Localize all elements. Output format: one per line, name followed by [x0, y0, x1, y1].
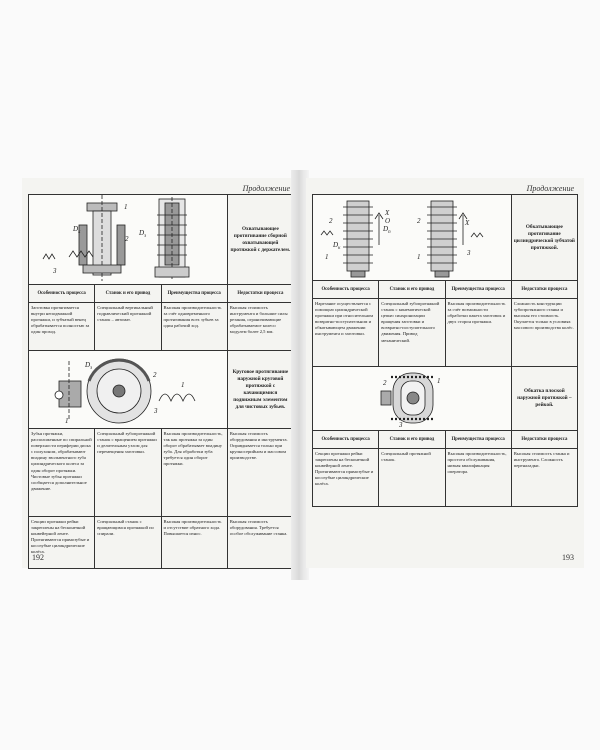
- svg-text:3: 3: [154, 407, 158, 415]
- continuation-label: Продолжение: [242, 184, 290, 193]
- col-header: Особенность процесса: [29, 285, 95, 303]
- svg-text:2: 2: [417, 217, 421, 225]
- cylindrical-broach-figure: [313, 195, 512, 281]
- svg-text:1: 1: [124, 203, 128, 211]
- svg-text:2: 2: [125, 235, 129, 243]
- col-header: Станок и его привод: [379, 281, 445, 299]
- svg-text:X: X: [385, 209, 390, 217]
- table-cell: Высокая производительность и отсутствие обратного хода. Повышается износ.: [161, 517, 227, 569]
- right-page: [306, 178, 584, 568]
- svg-text:2: 2: [153, 371, 157, 379]
- table-cell: Высокая производительность, так как протяжка за один оборот обрабатывает впадину зуба. Для обработки зуба требуется один оборот протяжки.: [161, 429, 227, 517]
- table-cell: Высокая стоимость оборудования и инструмента. Оправдывается только при крупносерийном и массовом производстве.: [227, 429, 293, 517]
- col-header: Станок и его привод: [379, 431, 445, 449]
- rack-broach-figure: [313, 367, 512, 431]
- circular-broach-figure: [29, 351, 228, 429]
- table-cell: Зубья протяжки, расположенные по спиральной поверхности периферии диска с полухоном, обрабатывают впадину звольвентного зуба цилиндрического колеса за один оборот протяжки. Чистовые зубья протяжки сообщается дополнительное движение.: [29, 429, 95, 517]
- left-table: [28, 194, 294, 569]
- svg-text:Dз: $D_з$: [139, 229, 147, 239]
- table-cell: Специальный зубопротяжной станок с вращением протяжки и делительным узлом для перемещения заготовки.: [95, 429, 161, 517]
- col-header: Особенность процесса: [313, 431, 379, 449]
- table-cell: Специальный станок с вращающимся протяжкой по спирали.: [95, 517, 161, 569]
- right-table: [312, 194, 578, 507]
- svg-text:Dк: $D_к$: [73, 225, 81, 235]
- col-header: Станок и его привод: [95, 285, 161, 303]
- svg-text:O: O: [385, 217, 391, 225]
- svg-text:Dк: $D_к$: [333, 241, 341, 251]
- table-cell: Секции протяжки рейки закреплены на бесконечной конвейерной ленте. Протягиваются прямозубые и косозубые цилиндрические колёса.: [29, 517, 95, 569]
- table-cell: Высокая производительность, простота обслуживания, низкая квалификация оператора.: [445, 449, 511, 507]
- table-cell: Секции протяжки рейки закреплены на бесконечной конвейерной ленте. Протягиваются прямозубые и косозубые цилиндрические колёса.: [313, 449, 379, 507]
- table-cell: Высокая стоимость инструмента и большие силы резания, ограничивающие обрабатываемое колесо модулем более 2,5 мм.: [227, 303, 293, 351]
- table-cell: Заготовка протягивается внутри неподвижной протяжки, и зубчатый венец обрабатывается полностью за один проход.: [29, 303, 95, 351]
- rack-broach-drawing: [313, 367, 511, 429]
- left-page: [22, 178, 300, 568]
- svg-text:1: 1: [65, 417, 69, 425]
- circular-broach-drawing: [29, 351, 227, 427]
- svg-text:Dз: $D_з$: [85, 361, 93, 371]
- svg-text:X: X: [465, 219, 470, 227]
- cylindrical-broach-drawing: [313, 195, 511, 279]
- table-cell: Высокая стоимость станка и инструмента. Сложность переналадки.: [511, 449, 577, 507]
- table-cell: Специальный протяжной станок.: [379, 449, 445, 507]
- col-header: Недостатки процесса: [227, 285, 293, 303]
- svg-text:3: 3: [399, 421, 403, 429]
- continuation-label: Продолжение: [526, 184, 574, 193]
- table-cell: Высокая производительность за счёт одновременного протягивания всех зубьев за один рабочий ход.: [161, 303, 227, 351]
- col-header: Особенность процесса: [313, 281, 379, 299]
- svg-text:2: 2: [329, 217, 333, 225]
- col-header: Недостатки процесса: [511, 431, 577, 449]
- svg-text:1: 1: [417, 253, 421, 261]
- table-cell: Нарезание осуществляется с помощью цилиндрической протяжки при относительном возвратно-поступательном и обкатывающем движении инструмента и заготовки.: [313, 299, 379, 367]
- table-cell: Специальный вертикальный гидравлический протяжной станок – автомат.: [95, 303, 161, 351]
- table-cell: Высокая стоимость оборудования. Требуется особое обслуживание станка.: [227, 517, 293, 569]
- col-header: Преимущества процесса: [445, 431, 511, 449]
- svg-text:3: 3: [467, 249, 471, 257]
- svg-text:Dп: $D_п$: [383, 225, 391, 235]
- method-title-3: Обкатывающее протягивание цилиндрической зубчатой протяжкой.: [511, 195, 577, 281]
- svg-text:1: 1: [181, 381, 185, 389]
- page-number: 193: [562, 553, 574, 562]
- col-header: Преимущества процесса: [161, 285, 227, 303]
- table-cell: Высокая производительность за счёт возможности обработки пакета заготовок и двух сторон протяжки.: [445, 299, 511, 367]
- svg-text:3: 3: [53, 267, 57, 275]
- table-cell: Специальный зубопротяжной станок с кинематической цепью синхронизации вращения заготовки и возвратно-поступательного движения. Привод механический.: [379, 299, 445, 367]
- method-title-4: Обкатка плоской наружной протяжкой – рейкой.: [511, 367, 577, 431]
- table-cell: Сложность конструкции зубопротяжного станка и высокая его стоимость. Окупается только в условиях массового производства колёс.: [511, 299, 577, 367]
- col-header: Недостатки процесса: [511, 281, 577, 299]
- col-header: Преимущества процесса: [445, 281, 511, 299]
- method-title-1: Охватывающее протягивание сборной охватывающей протяжкой с держателем.: [227, 195, 293, 285]
- svg-text:1: 1: [437, 377, 441, 385]
- broach-holder-figure: [29, 195, 228, 285]
- method-title-2: Круговое протягивание наружной круговой протяжкой с качающимися подвижным элементом для чистовых зубьев.: [227, 351, 293, 429]
- page-number: 192: [32, 553, 44, 562]
- svg-text:2: 2: [383, 379, 387, 387]
- broach-holder-drawing: [29, 195, 227, 283]
- svg-text:1: 1: [325, 253, 329, 261]
